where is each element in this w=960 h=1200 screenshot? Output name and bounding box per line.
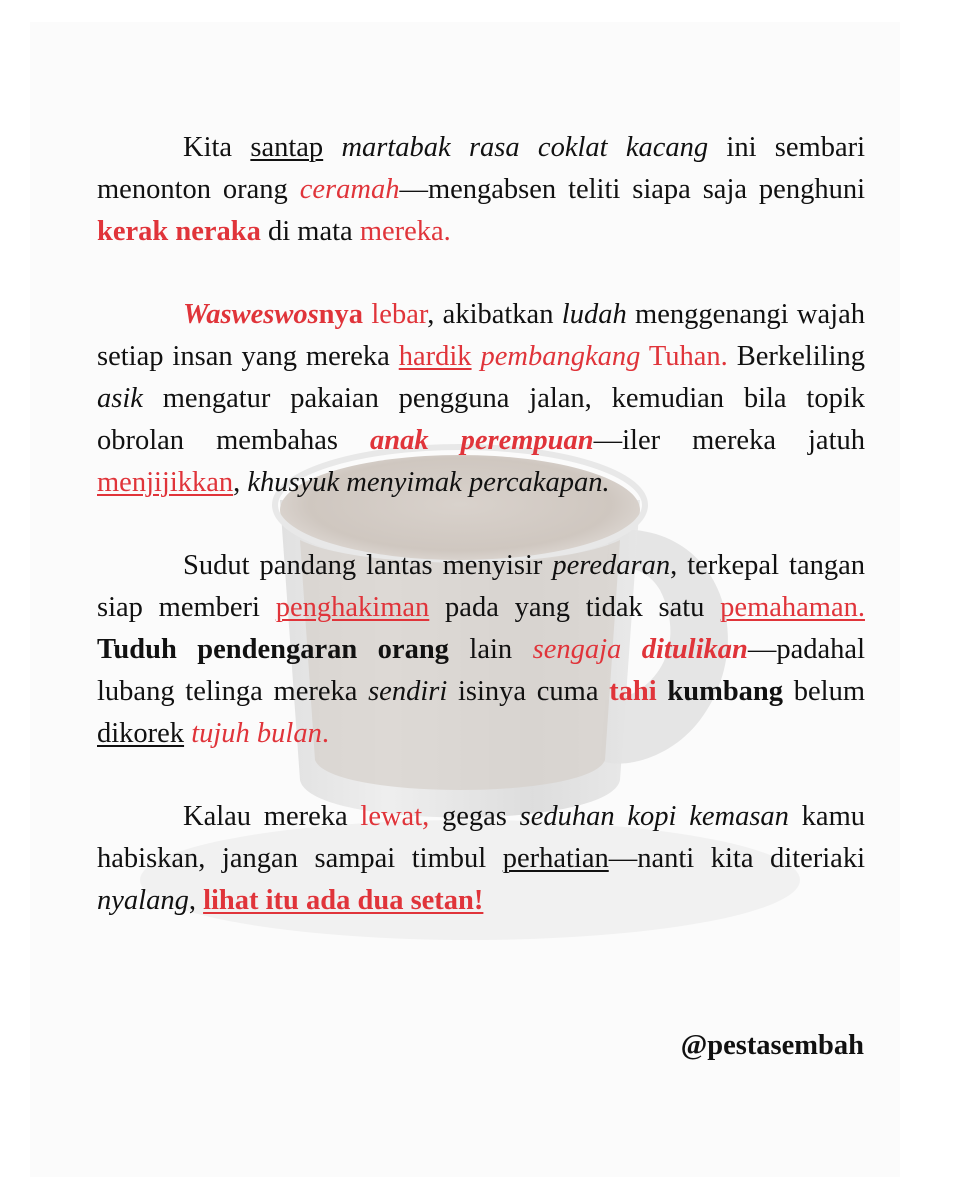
text-run: ditulikan [641, 634, 748, 665]
text-run: mengatur pakaian pengguna jalan, kemudian bila topik obrolan membahas [97, 383, 865, 456]
text-run: , terkepal tangan siap memberi [97, 550, 865, 623]
text-run: peredaran [552, 550, 671, 581]
text-run: lebar [371, 299, 428, 330]
text-run: mereka. [359, 216, 451, 247]
text-run: di mata [260, 216, 360, 247]
post-card [30, 22, 900, 1177]
text-run: kumbang [667, 676, 784, 707]
text-run: dikorek [97, 718, 185, 749]
text-run: ini sembari menonton orang [97, 132, 866, 205]
paragraph-2 [97, 294, 865, 504]
text-run: Berkeliling [727, 341, 865, 372]
text-run: nyalang [97, 885, 189, 916]
text-run: , [233, 467, 248, 498]
text-run: seduhan kopi kemasan [519, 801, 789, 832]
text-run: belum [783, 676, 865, 707]
text-run [640, 341, 648, 372]
text-run: gegas [429, 801, 520, 832]
text-run: lain [448, 634, 533, 665]
text-run: nya [318, 299, 364, 330]
text-run: khusyuk menyimak percakapan. [247, 467, 610, 498]
article-body [97, 127, 865, 963]
text-run: asik [97, 383, 143, 414]
paragraph-4 [97, 796, 865, 922]
text-run: menggenangi wajah setiap insan yang mereka [97, 299, 865, 372]
text-run: sengaja [532, 634, 622, 665]
text-run: lihat itu ada dua setan! [203, 885, 484, 916]
text-run: tahi [609, 676, 657, 707]
text-run: anak perempuan [369, 425, 594, 456]
text-run: kerak neraka [97, 216, 261, 247]
text-run: —iler mereka jatuh [593, 425, 865, 456]
text-run: santap [250, 132, 324, 163]
text-run: isinya cuma [447, 676, 610, 707]
text-run: Tuduh pendengaran orang [97, 634, 449, 665]
text-run: penghakiman [275, 592, 430, 623]
text-run: , [188, 885, 204, 916]
text-run: Sudut pandang lantas menyisir [183, 550, 553, 581]
text-run: Kalau mereka [183, 801, 361, 832]
text-run: perhatian [502, 843, 609, 874]
text-run: lewat, [360, 801, 430, 832]
text-run: kamu habiskan, jangan sampai timbul [97, 801, 865, 874]
text-run: tujuh bulan [191, 718, 322, 749]
text-run: martabak rasa coklat kacang [341, 132, 709, 163]
text-run [657, 676, 668, 707]
text-run: hardik [398, 341, 472, 372]
text-run: . [321, 718, 329, 749]
text-run: menjijikkan [97, 467, 234, 498]
text-run: —mengabsen teliti siapa saja penghuni [399, 174, 865, 205]
paragraph-3 [97, 545, 865, 755]
text-run [472, 341, 481, 372]
text-run: —nanti kita diteriaki [608, 843, 865, 874]
text-run [323, 132, 341, 163]
text-run: —padahal lubang telinga mereka [97, 634, 865, 707]
text-run: ludah [561, 299, 627, 330]
text-run: pemahaman. [720, 592, 865, 623]
text-run: , akibatkan [427, 299, 562, 330]
text-run: sendiri [368, 676, 448, 707]
text-run: pembangkang [480, 341, 641, 372]
text-run: Wasweswos [183, 299, 319, 330]
text-run [621, 634, 641, 665]
text-run: ceramah [299, 174, 400, 205]
author-handle: @pestasembah [680, 1030, 864, 1061]
text-run: Tuhan. [648, 341, 728, 372]
text-run: Kita [183, 132, 251, 163]
text-run: pada yang tidak satu [429, 592, 721, 623]
paragraph-1 [97, 127, 865, 253]
